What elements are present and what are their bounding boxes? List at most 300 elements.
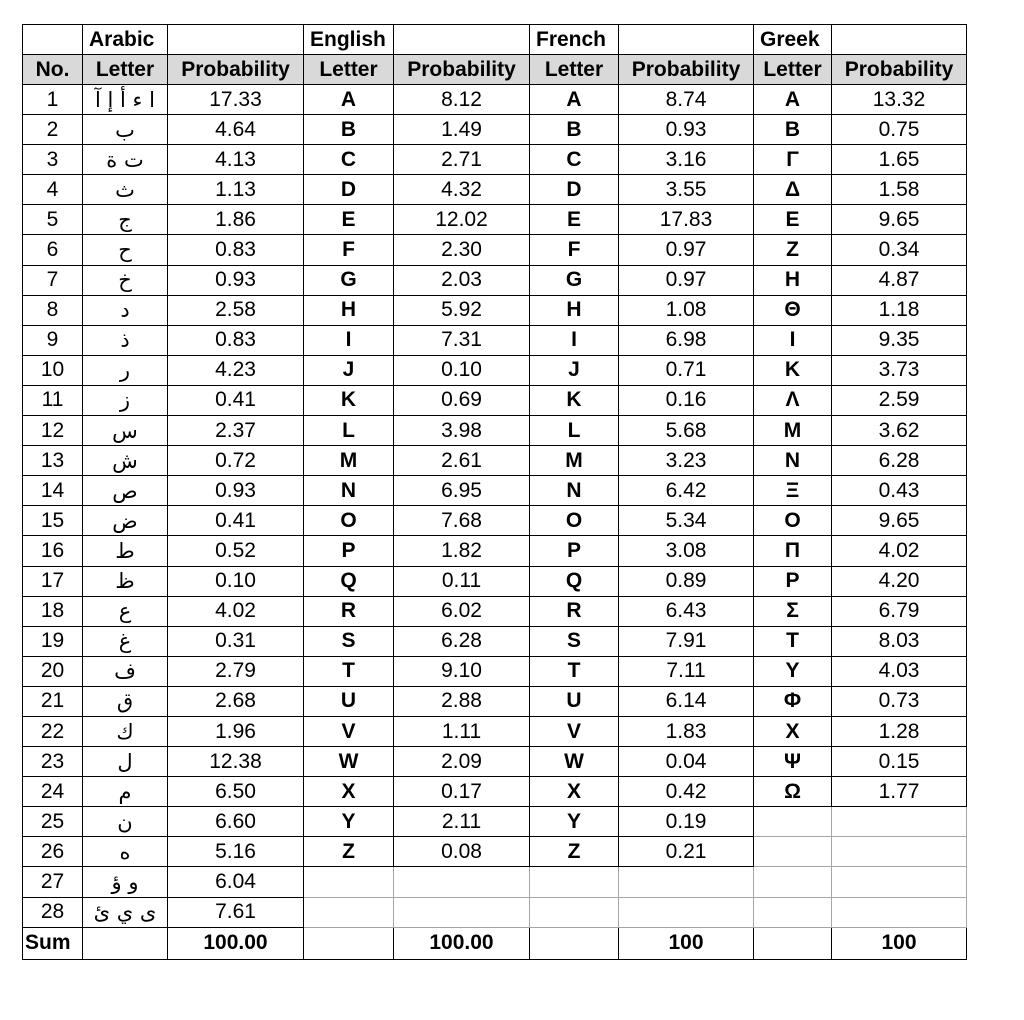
french-probability: 8.74 — [619, 85, 754, 115]
row-number: 23 — [23, 747, 83, 777]
french-probability: 0.16 — [619, 385, 754, 415]
table-row — [23, 295, 967, 325]
english-letter: U — [304, 686, 394, 716]
row-number: 25 — [23, 807, 83, 837]
greek-letter: Ρ — [754, 566, 832, 596]
table-row — [23, 626, 967, 656]
english-letter: T — [304, 656, 394, 686]
english-probability: 2.88 — [394, 686, 530, 716]
english-letter: Q — [304, 566, 394, 596]
row-number: 28 — [23, 897, 83, 927]
blank-cell — [530, 927, 619, 959]
row-number: 22 — [23, 716, 83, 746]
french-probability — [619, 867, 754, 897]
column-header-row — [23, 55, 967, 85]
greek-probability — [832, 867, 967, 897]
arabic-probability: 0.31 — [168, 626, 304, 656]
table-row — [23, 145, 967, 175]
french-probability: 1.08 — [619, 295, 754, 325]
english-probability: 7.31 — [394, 325, 530, 355]
greek-probability: 3.73 — [832, 355, 967, 385]
greek-probability: 6.28 — [832, 446, 967, 476]
header-english-probability: Probability — [394, 55, 530, 85]
row-number: 24 — [23, 777, 83, 807]
french-probability: 0.97 — [619, 265, 754, 295]
french-letter: S — [530, 626, 619, 656]
french-letter: O — [530, 506, 619, 536]
greek-probability: 0.75 — [832, 115, 967, 145]
arabic-probability: 0.10 — [168, 566, 304, 596]
arabic-probability: 7.61 — [168, 897, 304, 927]
arabic-probability: 2.68 — [168, 686, 304, 716]
french-probability: 5.68 — [619, 416, 754, 446]
french-letter: M — [530, 446, 619, 476]
french-letter: U — [530, 686, 619, 716]
row-number: 17 — [23, 566, 83, 596]
row-number: 3 — [23, 145, 83, 175]
french-letter — [530, 897, 619, 927]
greek-letter: Σ — [754, 596, 832, 626]
arabic-letter: د — [83, 295, 168, 325]
arabic-letter: ج — [83, 205, 168, 235]
arabic-probability: 2.79 — [168, 656, 304, 686]
english-letter: A — [304, 85, 394, 115]
english-probability: 4.32 — [394, 175, 530, 205]
english-probability: 0.08 — [394, 837, 530, 867]
english-letter: G — [304, 265, 394, 295]
english-probability: 9.10 — [394, 656, 530, 686]
language-french: French — [530, 25, 619, 55]
french-probability: 6.42 — [619, 476, 754, 506]
greek-probability: 2.59 — [832, 385, 967, 415]
blank-cell — [832, 25, 967, 55]
english-probability: 1.82 — [394, 536, 530, 566]
language-arabic: Arabic — [83, 25, 168, 55]
greek-probability — [832, 807, 967, 837]
greek-probability: 4.03 — [832, 656, 967, 686]
arabic-probability: 17.33 — [168, 85, 304, 115]
arabic-probability: 5.16 — [168, 837, 304, 867]
french-letter: L — [530, 416, 619, 446]
french-letter: Q — [530, 566, 619, 596]
arabic-probability: 0.83 — [168, 235, 304, 265]
english-probability: 0.10 — [394, 355, 530, 385]
english-letter: S — [304, 626, 394, 656]
header-greek-letter: Letter — [754, 55, 832, 85]
table-row — [23, 476, 967, 506]
arabic-probability: 0.41 — [168, 506, 304, 536]
french-probability: 0.42 — [619, 777, 754, 807]
greek-letter: Κ — [754, 355, 832, 385]
french-letter: W — [530, 747, 619, 777]
greek-probability — [832, 837, 967, 867]
greek-probability: 0.15 — [832, 747, 967, 777]
greek-probability: 3.62 — [832, 416, 967, 446]
greek-letter — [754, 897, 832, 927]
table-row — [23, 506, 967, 536]
table-row — [23, 536, 967, 566]
greek-letter: Ξ — [754, 476, 832, 506]
table-row — [23, 747, 967, 777]
row-number: 18 — [23, 596, 83, 626]
french-probability: 0.93 — [619, 115, 754, 145]
arabic-probability: 4.23 — [168, 355, 304, 385]
french-letter — [530, 867, 619, 897]
greek-letter — [754, 807, 832, 837]
french-probability: 6.43 — [619, 596, 754, 626]
greek-letter: Ε — [754, 205, 832, 235]
french-letter: X — [530, 777, 619, 807]
greek-probability: 1.18 — [832, 295, 967, 325]
arabic-letter: ا ء أ إ آ — [83, 85, 168, 115]
french-probability: 0.21 — [619, 837, 754, 867]
blank-cell — [83, 927, 168, 959]
arabic-probability: 0.93 — [168, 265, 304, 295]
arabic-probability: 0.93 — [168, 476, 304, 506]
english-letter: E — [304, 205, 394, 235]
arabic-probability: 4.02 — [168, 596, 304, 626]
greek-letter: Ζ — [754, 235, 832, 265]
arabic-letter: ص — [83, 476, 168, 506]
greek-probability: 0.43 — [832, 476, 967, 506]
french-letter: R — [530, 596, 619, 626]
greek-probability: 0.73 — [832, 686, 967, 716]
greek-probability: 4.02 — [832, 536, 967, 566]
arabic-letter: ظ — [83, 566, 168, 596]
table-row — [23, 716, 967, 746]
row-number: 16 — [23, 536, 83, 566]
row-number: 13 — [23, 446, 83, 476]
french-probability: 0.04 — [619, 747, 754, 777]
greek-probability: 1.28 — [832, 716, 967, 746]
arabic-letter: ث — [83, 175, 168, 205]
table-row — [23, 566, 967, 596]
french-letter: N — [530, 476, 619, 506]
english-letter — [304, 867, 394, 897]
row-number: 8 — [23, 295, 83, 325]
french-probability: 7.11 — [619, 656, 754, 686]
row-number: 21 — [23, 686, 83, 716]
arabic-probability: 1.96 — [168, 716, 304, 746]
row-number: 7 — [23, 265, 83, 295]
english-probability: 2.30 — [394, 235, 530, 265]
french-letter: G — [530, 265, 619, 295]
english-letter: X — [304, 777, 394, 807]
arabic-letter: س — [83, 416, 168, 446]
greek-letter: Θ — [754, 295, 832, 325]
blank-cell — [619, 25, 754, 55]
greek-letter: Β — [754, 115, 832, 145]
table-row — [23, 807, 967, 837]
sum-greek: 100 — [832, 927, 967, 959]
arabic-letter: ل — [83, 747, 168, 777]
english-letter: F — [304, 235, 394, 265]
arabic-letter: ن — [83, 807, 168, 837]
greek-letter: Δ — [754, 175, 832, 205]
blank-cell — [168, 25, 304, 55]
row-number: 2 — [23, 115, 83, 145]
greek-probability: 9.35 — [832, 325, 967, 355]
french-letter: J — [530, 355, 619, 385]
french-letter: C — [530, 145, 619, 175]
arabic-probability: 6.60 — [168, 807, 304, 837]
french-probability: 0.89 — [619, 566, 754, 596]
arabic-letter: ق — [83, 686, 168, 716]
english-letter — [304, 897, 394, 927]
arabic-letter: خ — [83, 265, 168, 295]
french-letter: E — [530, 205, 619, 235]
english-letter: Y — [304, 807, 394, 837]
greek-letter: Λ — [754, 385, 832, 415]
header-arabic-letter: Letter — [83, 55, 168, 85]
row-number: 10 — [23, 355, 83, 385]
english-probability: 2.61 — [394, 446, 530, 476]
greek-letter: Μ — [754, 416, 832, 446]
header-french-probability: Probability — [619, 55, 754, 85]
arabic-letter: م — [83, 777, 168, 807]
english-probability: 2.03 — [394, 265, 530, 295]
sum-arabic: 100.00 — [168, 927, 304, 959]
french-probability: 1.83 — [619, 716, 754, 746]
english-letter: R — [304, 596, 394, 626]
greek-probability: 13.32 — [832, 85, 967, 115]
english-probability: 1.11 — [394, 716, 530, 746]
arabic-letter: ك — [83, 716, 168, 746]
greek-probability: 8.03 — [832, 626, 967, 656]
english-probability: 0.17 — [394, 777, 530, 807]
letter-frequency-table — [22, 24, 967, 960]
header-english-letter: Letter — [304, 55, 394, 85]
arabic-probability: 4.13 — [168, 145, 304, 175]
row-number: 20 — [23, 656, 83, 686]
table-row — [23, 867, 967, 897]
greek-probability: 6.79 — [832, 596, 967, 626]
row-number: 1 — [23, 85, 83, 115]
french-letter: V — [530, 716, 619, 746]
arabic-letter: ح — [83, 235, 168, 265]
greek-probability: 1.77 — [832, 777, 967, 807]
arabic-letter: ت ة — [83, 145, 168, 175]
greek-probability: 1.65 — [832, 145, 967, 175]
arabic-letter: ب — [83, 115, 168, 145]
french-letter: T — [530, 656, 619, 686]
english-letter: I — [304, 325, 394, 355]
english-letter: J — [304, 355, 394, 385]
arabic-probability: 0.41 — [168, 385, 304, 415]
arabic-letter: ط — [83, 536, 168, 566]
greek-letter: Ψ — [754, 747, 832, 777]
greek-probability: 1.58 — [832, 175, 967, 205]
english-probability: 5.92 — [394, 295, 530, 325]
greek-letter: Ν — [754, 446, 832, 476]
arabic-probability: 0.52 — [168, 536, 304, 566]
english-probability: 1.49 — [394, 115, 530, 145]
arabic-letter: ض — [83, 506, 168, 536]
blank-cell — [394, 25, 530, 55]
arabic-letter: غ — [83, 626, 168, 656]
arabic-probability: 4.64 — [168, 115, 304, 145]
arabic-probability: 1.86 — [168, 205, 304, 235]
table-row — [23, 115, 967, 145]
header-french-letter: Letter — [530, 55, 619, 85]
english-probability: 6.28 — [394, 626, 530, 656]
english-probability — [394, 897, 530, 927]
arabic-probability: 12.38 — [168, 747, 304, 777]
row-number: 15 — [23, 506, 83, 536]
arabic-letter: ز — [83, 385, 168, 415]
row-number: 12 — [23, 416, 83, 446]
french-probability: 7.91 — [619, 626, 754, 656]
greek-letter: Α — [754, 85, 832, 115]
english-probability: 6.95 — [394, 476, 530, 506]
french-probability: 3.16 — [619, 145, 754, 175]
english-letter: C — [304, 145, 394, 175]
sum-french: 100 — [619, 927, 754, 959]
blank-cell — [304, 927, 394, 959]
english-probability: 7.68 — [394, 506, 530, 536]
table-row — [23, 325, 967, 355]
french-letter: K — [530, 385, 619, 415]
english-probability: 2.11 — [394, 807, 530, 837]
greek-probability: 9.65 — [832, 205, 967, 235]
english-letter: B — [304, 115, 394, 145]
language-english: English — [304, 25, 394, 55]
blank-cell — [23, 25, 83, 55]
arabic-letter: ذ — [83, 325, 168, 355]
blank-cell — [754, 927, 832, 959]
english-letter: Z — [304, 837, 394, 867]
english-letter: H — [304, 295, 394, 325]
french-probability: 0.71 — [619, 355, 754, 385]
greek-letter: Ω — [754, 777, 832, 807]
table-row — [23, 205, 967, 235]
arabic-letter: و ؤ — [83, 867, 168, 897]
english-letter: D — [304, 175, 394, 205]
english-probability: 12.02 — [394, 205, 530, 235]
header-no: No. — [23, 55, 83, 85]
french-letter: B — [530, 115, 619, 145]
french-probability — [619, 897, 754, 927]
french-probability: 17.83 — [619, 205, 754, 235]
english-probability: 0.69 — [394, 385, 530, 415]
english-probability: 3.98 — [394, 416, 530, 446]
greek-letter: Τ — [754, 626, 832, 656]
english-letter: O — [304, 506, 394, 536]
arabic-probability: 0.83 — [168, 325, 304, 355]
english-letter: M — [304, 446, 394, 476]
english-letter: P — [304, 536, 394, 566]
arabic-letter: ف — [83, 656, 168, 686]
arabic-probability: 2.37 — [168, 416, 304, 446]
greek-letter — [754, 837, 832, 867]
english-letter: W — [304, 747, 394, 777]
row-number: 9 — [23, 325, 83, 355]
french-letter: H — [530, 295, 619, 325]
arabic-letter: ع — [83, 596, 168, 626]
language-greek: Greek — [754, 25, 832, 55]
french-probability: 3.23 — [619, 446, 754, 476]
french-probability: 6.98 — [619, 325, 754, 355]
arabic-probability: 6.50 — [168, 777, 304, 807]
french-probability: 3.55 — [619, 175, 754, 205]
greek-letter: Φ — [754, 686, 832, 716]
header-arabic-probability: Probability — [168, 55, 304, 85]
table-row — [23, 355, 967, 385]
english-probability: 2.09 — [394, 747, 530, 777]
row-number: 26 — [23, 837, 83, 867]
sum-row — [23, 927, 967, 959]
arabic-letter: ر — [83, 355, 168, 385]
table-row — [23, 686, 967, 716]
arabic-probability: 1.13 — [168, 175, 304, 205]
arabic-letter: ش — [83, 446, 168, 476]
greek-probability — [832, 897, 967, 927]
french-letter: Y — [530, 807, 619, 837]
greek-letter: Υ — [754, 656, 832, 686]
greek-letter: Η — [754, 265, 832, 295]
french-letter: F — [530, 235, 619, 265]
row-number: 6 — [23, 235, 83, 265]
table-row — [23, 897, 967, 927]
row-number: 19 — [23, 626, 83, 656]
row-number: 5 — [23, 205, 83, 235]
arabic-probability: 0.72 — [168, 446, 304, 476]
greek-letter: Γ — [754, 145, 832, 175]
english-probability: 2.71 — [394, 145, 530, 175]
english-letter: V — [304, 716, 394, 746]
french-probability: 3.08 — [619, 536, 754, 566]
table-row — [23, 416, 967, 446]
greek-probability: 4.87 — [832, 265, 967, 295]
french-letter: Z — [530, 837, 619, 867]
greek-letter: Ι — [754, 325, 832, 355]
french-probability: 5.34 — [619, 506, 754, 536]
french-letter: P — [530, 536, 619, 566]
arabic-letter: ى ي ئ — [83, 897, 168, 927]
row-number: 14 — [23, 476, 83, 506]
table-row — [23, 777, 967, 807]
table-row — [23, 85, 967, 115]
row-number: 27 — [23, 867, 83, 897]
greek-letter — [754, 867, 832, 897]
french-letter: D — [530, 175, 619, 205]
english-probability: 0.11 — [394, 566, 530, 596]
row-number: 4 — [23, 175, 83, 205]
arabic-letter: ه — [83, 837, 168, 867]
arabic-probability: 2.58 — [168, 295, 304, 325]
table-row — [23, 656, 967, 686]
english-letter: K — [304, 385, 394, 415]
table-row — [23, 446, 967, 476]
language-header-row — [23, 25, 967, 55]
sum-english: 100.00 — [394, 927, 530, 959]
greek-letter: Π — [754, 536, 832, 566]
greek-probability: 9.65 — [832, 506, 967, 536]
table-row — [23, 235, 967, 265]
french-probability: 0.19 — [619, 807, 754, 837]
greek-probability: 4.20 — [832, 566, 967, 596]
french-letter: A — [530, 85, 619, 115]
french-probability: 0.97 — [619, 235, 754, 265]
greek-letter: Χ — [754, 716, 832, 746]
table-row — [23, 265, 967, 295]
table-row — [23, 385, 967, 415]
greek-letter: Ο — [754, 506, 832, 536]
french-letter: I — [530, 325, 619, 355]
english-probability: 8.12 — [394, 85, 530, 115]
greek-probability: 0.34 — [832, 235, 967, 265]
arabic-probability: 6.04 — [168, 867, 304, 897]
